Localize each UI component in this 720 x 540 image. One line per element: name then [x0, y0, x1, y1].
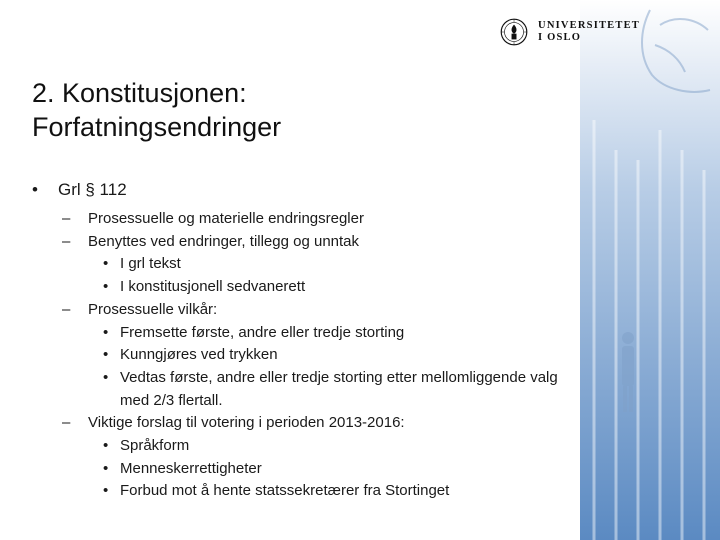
bullet-marker: • — [103, 437, 109, 455]
bullet-marker: • — [103, 482, 109, 500]
slide-title — [32, 76, 592, 144]
bullet-level3 — [32, 322, 622, 345]
bullet-text: Grl § 112 — [58, 180, 127, 199]
bullet-level2 — [32, 208, 622, 231]
dash-marker: – — [62, 300, 71, 318]
bullet-marker: • — [103, 368, 109, 386]
bullet-text: Vedtas første, andre eller tredje storting etter mellomliggende valg med 2/3 flertall. — [120, 368, 558, 409]
bullet-level1 — [32, 178, 622, 202]
bullet-text: Benyttes ved endringer, tillegg og unntak — [88, 232, 360, 250]
bullet-marker: • — [32, 180, 38, 199]
bullet-text: Prosessuelle vilkår: — [88, 300, 218, 318]
bullet-level3 — [32, 435, 622, 458]
bullet-marker: • — [103, 278, 109, 296]
bullet-level3 — [32, 344, 622, 367]
bullet-text: Kunngjøres ved trykken — [120, 346, 278, 364]
title-line-1: 2. Konstitusjonen: — [32, 78, 247, 108]
bullet-text: Viktige forslag til votering i perioden 2013-2016: — [88, 414, 405, 432]
bullet-level2 — [32, 412, 622, 435]
bullet-marker: • — [103, 323, 109, 341]
bullet-marker: • — [103, 346, 109, 364]
bullet-level2 — [32, 231, 622, 254]
university-seal-icon — [500, 15, 528, 49]
bullet-level3 — [32, 253, 622, 276]
logo-wordmark — [538, 20, 640, 44]
logo-line-1: UNIVERSITETET — [538, 20, 640, 31]
bullet-text: Menneskerrettigheter — [120, 459, 262, 477]
logo-line-2: I OSLO — [538, 32, 582, 43]
bullet-level3 — [32, 367, 622, 412]
bullet-level3 — [32, 458, 622, 481]
bullet-marker: • — [103, 459, 109, 477]
bullet-marker: • — [103, 255, 109, 273]
university-logo — [500, 12, 640, 52]
bullet-text: I grl tekst — [120, 255, 181, 273]
bullet-level3 — [32, 276, 622, 299]
bullet-text: Språkform — [120, 437, 190, 455]
bullet-text: Forbud mot å hente statssekretærer fra Stortinget — [120, 482, 450, 500]
dash-marker: – — [62, 414, 71, 432]
bullet-level3 — [32, 480, 622, 503]
bullet-text: Fremsette første, andre eller tredje storting — [120, 323, 405, 341]
slide-content — [32, 178, 622, 503]
bullet-text: Prosessuelle og materielle endringsregler — [88, 210, 364, 227]
bullet-text: I konstitusjonell sedvanerett — [120, 278, 306, 296]
dash-marker: – — [62, 210, 71, 227]
title-line-2: Forfatningsendringer — [32, 112, 282, 142]
dash-marker: – — [62, 232, 71, 250]
bullet-level2 — [32, 299, 622, 322]
